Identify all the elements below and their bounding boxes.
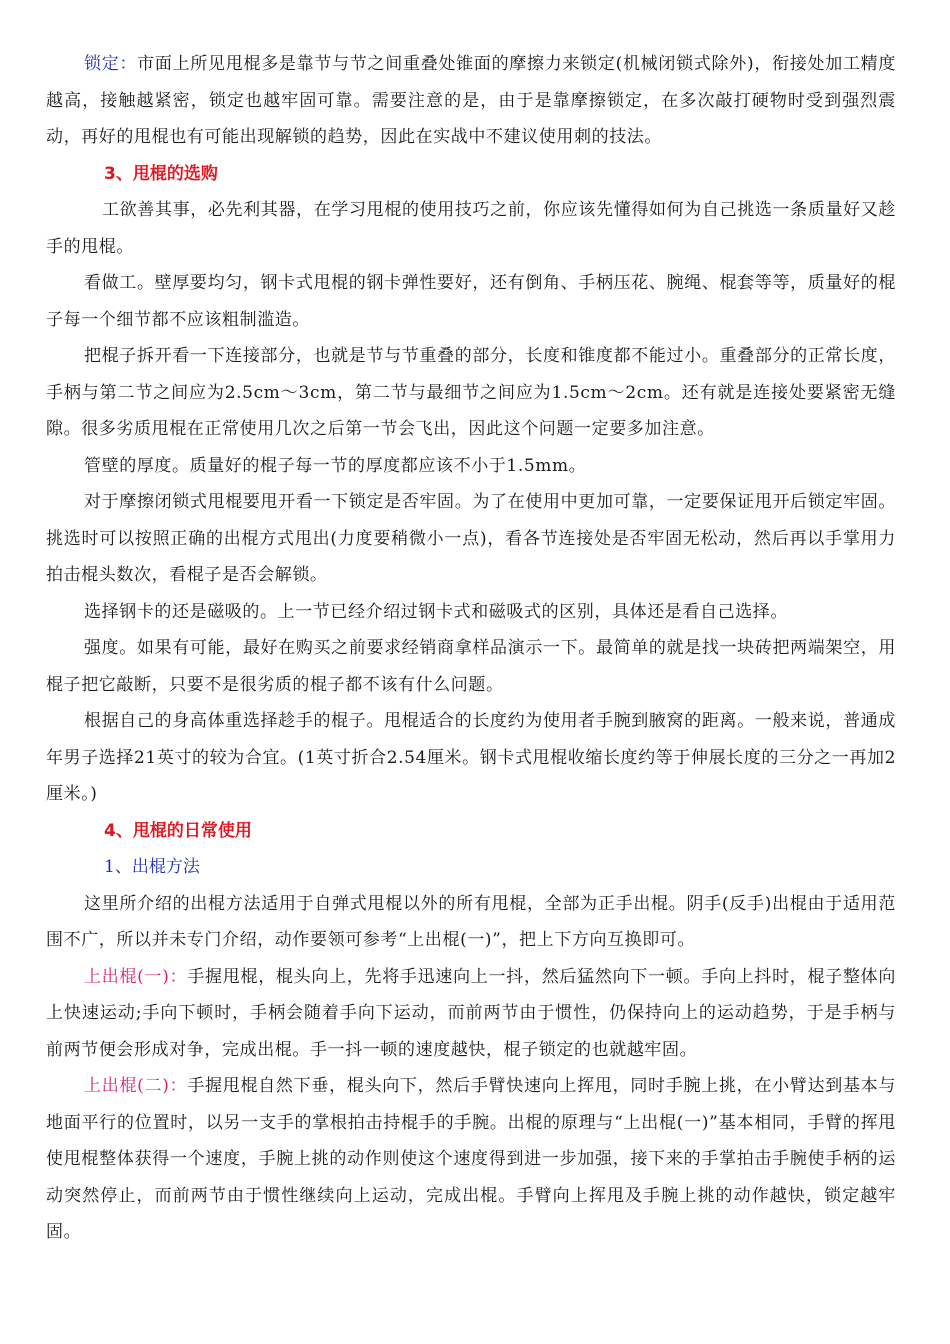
section-heading-purchase: 3、甩棍的选购 xyxy=(104,163,218,184)
paragraph: 把棍子拆开看一下连接部分，也就是节与节重叠的部分，长度和锥度都不能过小。重叠部分的正常长度，手柄与第二节之间应为2.5cm～3cm，第二节与最细节之间应为1.5cm～2cm。还有就是连接处要紧密无缝隙。很多劣质甩棍在正常使用几次之后第一节会飞出，因此这个问题一定要多加注意。 xyxy=(46,346,896,439)
paragraph-method-1 xyxy=(46,959,896,1069)
method-2-label: 上出棍(二)： xyxy=(84,1076,188,1096)
paragraph: 管壁的厚度。质量好的棍子每一节的厚度都应该不小于1.5mm。 xyxy=(84,455,587,476)
paragraph: 根据自己的身高体重选择趁手的棍子。甩棍适合的长度约为使用者手腕到腋窝的距离。一般来说，普通成年男子选择21英寸的较为合宜。(1英寸折合2.54厘米。钢卡式甩棍收缩长度约等于伸展长度的三分之一再加2厘米。) xyxy=(46,711,896,804)
section-heading-daily-use: 4、甩棍的日常使用 xyxy=(104,820,252,841)
method-1-text: 手握甩棍，棍头向上，先将手迅速向上一抖，然后猛然向下一顿。手向上抖时，棍子整体向上快速运动;手向下顿时，手柄会随着手向下运动，而前两节由于惯性，仍保持向上的运动趋势，于是手柄与前两节便会形成对争，完成出棍。手一抖一顿的速度越快，棍子锁定的也就越牢固。 xyxy=(46,966,896,1060)
locking-label: 锁定： xyxy=(84,54,138,74)
method-2-text: 手握甩棍自然下垂，棍头向下，然后手臂快速向上挥甩，同时手腕上挑，在小臂达到基本与地面平行的位置时，以另一支手的掌根拍击持棍手的手腕。出棍的原理与“上出棍(一)”基本相同，手臂的挥甩使甩棍整体获得一个速度，手腕上挑的动作则使这个速度得到进一步加强，接下来的手掌拍击手腕使手柄的运动突然停止，而前两节由于惯性继续向上运动，完成出棍。手臂向上挥甩及手腕上挑的动作越快，锁定越牢固。 xyxy=(46,1076,896,1242)
document-page xyxy=(46,46,896,1251)
locking-text: 市面上所见甩棍多是靠节与节之间重叠处锥面的摩擦力来锁定(机械闭锁式除外)，衔接处加工精度越高，接触越紧密，锁定也越牢固可靠。需要注意的是，由于是靠摩擦锁定，在多次敲打硬物时受到强烈震动，再好的甩棍也有可能出现解锁的趋势，因此在实战中不建议使用刺的技法。 xyxy=(46,54,896,147)
paragraph-intro: 这里所介绍的出棍方法适用于自弹式甩棍以外的所有甩棍，全部为正手出棍。阴手(反手)出棍由于适用范围不广，所以并未专门介绍，动作要领可参考“上出棍(一)”，把上下方向互换即可。 xyxy=(46,893,896,950)
paragraph: 对于摩擦闭锁式甩棍要甩开看一下锁定是否牢固。为了在使用中更加可靠，一定要保证甩开后锁定牢固。挑选时可以按照正确的出棍方式甩出(力度要稍微小一点)，看各节连接处是否牢固无松动，然后再以手掌用力拍击棍头数次，看棍子是否会解锁。 xyxy=(46,492,896,585)
subheading-deploy-method: 1、出棍方法 xyxy=(104,857,200,877)
paragraph: 强度。如果有可能，最好在购买之前要求经销商拿样品演示一下。最简单的就是找一块砖把两端架空，用棍子把它敲断，只要不是很劣质的棍子都不该有什么问题。 xyxy=(46,638,896,695)
paragraph-method-2 xyxy=(46,1068,896,1251)
paragraph: 看做工。壁厚要均匀，钢卡式甩棍的钢卡弹性要好，还有倒角、手柄压花、腕绳、棍套等等，质量好的棍子每一个细节都不应该粗制滥造。 xyxy=(46,273,896,330)
method-1-label: 上出棍(一)： xyxy=(84,966,188,987)
paragraph-locking xyxy=(46,46,896,156)
paragraph: 工欲善其事，必先利其器，在学习甩棍的使用技巧之前，你应该先懂得如何为自己挑选一条质量好又趁手的甩棍。 xyxy=(46,200,896,257)
paragraph: 选择钢卡的还是磁吸的。上一节已经介绍过钢卡式和磁吸式的区别，具体还是看自己选择。 xyxy=(84,601,788,622)
